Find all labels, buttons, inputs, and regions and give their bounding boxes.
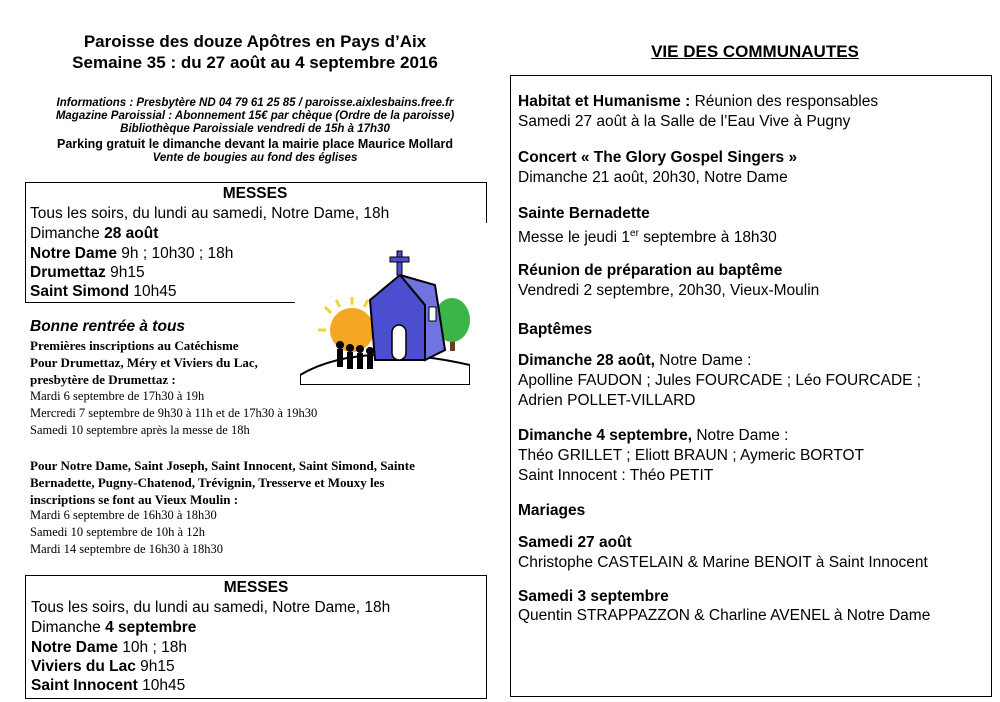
baptism-1-names: Adrien POLLET-VILLARD bbox=[518, 392, 696, 409]
mass-times: 9h15 bbox=[135, 658, 175, 675]
baptism-date: Dimanche 28 août, bbox=[518, 352, 655, 369]
page-title: Paroisse des douze Apôtres en Pays d’Aix bbox=[83, 32, 427, 51]
sunday-prefix: Dimanche bbox=[30, 225, 105, 242]
mariages-heading: Mariages bbox=[518, 502, 586, 519]
baptism-date: Dimanche 4 septembre, bbox=[518, 427, 693, 444]
place-name: Saint Simond bbox=[30, 283, 130, 300]
catechism-date: Mardi 6 septembre de 16h30 à 18h30 bbox=[30, 508, 217, 522]
baptism-2-heading bbox=[518, 426, 789, 446]
place-name: Drumettaz bbox=[30, 264, 106, 281]
messes-heading: MESSES bbox=[223, 579, 289, 596]
catechism-date: Mercredi 7 septembre de 9h30 à 11h et de 17h30 à 19h30 bbox=[30, 406, 318, 420]
place-name: Viviers du Lac bbox=[31, 658, 136, 675]
church-illustration bbox=[300, 245, 470, 385]
catechism-intro: Pour Notre Dame, Saint Joseph, Saint Innocent, Saint Simond, Sainte bbox=[30, 458, 415, 473]
catechism-intro: inscriptions se font au Vieux Moulin : bbox=[30, 492, 239, 507]
sainte-bernadette-title: Sainte Bernadette bbox=[518, 205, 650, 222]
place-name: Notre Dame bbox=[31, 639, 118, 656]
catechism-date: Mardi 6 septembre de 17h30 à 19h bbox=[30, 389, 205, 403]
date-text: septembre à 18h30 bbox=[638, 229, 777, 247]
mass-saint-innocent bbox=[31, 676, 491, 696]
mass-times: 10h45 bbox=[129, 283, 177, 300]
concert-title: Concert « The Glory Gospel Singers » bbox=[518, 149, 798, 166]
event-name: Habitat et Humanisme : bbox=[518, 93, 691, 110]
baptism-1-names: Apolline FAUDON ; Jules FOURCADE ; Léo FOURCADE ; bbox=[518, 372, 922, 389]
community-title: VIE DES COMMUNAUTES bbox=[651, 42, 859, 61]
sainte-bernadette-date bbox=[518, 224, 777, 248]
info-line-candles: Vente de bougies au fond des églises bbox=[152, 152, 358, 164]
catechism-intro: Pour Drumettaz, Méry et Viviers du Lac, bbox=[30, 355, 258, 370]
catechism-date: Mardi 14 septembre de 16h30 à 18h30 bbox=[30, 542, 224, 556]
baptism-prep-date: Vendredi 2 septembre, 20h30, Vieux-Moulin bbox=[518, 282, 820, 299]
baptism-1-heading bbox=[518, 351, 751, 371]
baptism-place: Notre Dame : bbox=[654, 352, 752, 369]
catechism-intro: Bernadette, Pugny-Chatenod, Trévignin, Tresserve et Mouxy les bbox=[30, 475, 385, 490]
baptism-2-names: Saint Innocent : Théo PETIT bbox=[518, 467, 714, 484]
wedding-2-names: Quentin STRAPPAZZON & Charline AVENEL à Notre Dame bbox=[518, 607, 931, 624]
habitat-line bbox=[518, 92, 878, 112]
sunday-date: 4 septembre bbox=[105, 619, 197, 636]
wedding-1-names: Christophe CASTELAIN & Marine BENOIT à Saint Innocent bbox=[518, 554, 928, 571]
place-name: Notre Dame bbox=[30, 245, 117, 262]
mass-times: 9h ; 10h30 ; 18h bbox=[117, 245, 234, 262]
mass-notre-dame bbox=[31, 638, 491, 658]
church-icon bbox=[370, 251, 445, 360]
catechism-date: Samedi 10 septembre après la messe de 18h bbox=[30, 423, 250, 437]
baptemes-heading: Baptêmes bbox=[518, 321, 593, 338]
messes-weekday-line: Tous les soirs, du lundi au samedi, Notre Dame, 18h bbox=[31, 599, 391, 616]
catechism-intro: presbytère de Drumettaz : bbox=[30, 372, 176, 387]
messes-box-2 bbox=[25, 575, 487, 699]
date-text: Messe le jeudi 1 bbox=[518, 229, 631, 247]
messes-weekday-line: Tous les soirs, du lundi au samedi, Notre Dame, 18h bbox=[30, 205, 390, 222]
wedding-2-date: Samedi 3 septembre bbox=[518, 588, 669, 605]
messes-heading: MESSES bbox=[222, 185, 288, 202]
info-line-contact: Informations : Presbytère ND 04 79 61 25 85 / paroisse.aixlesbains.free.fr bbox=[56, 97, 454, 109]
wedding-1-date: Samedi 27 août bbox=[518, 534, 632, 551]
catechism-intro: Premières inscriptions au Catéchisme bbox=[30, 338, 239, 353]
baptism-place: Notre Dame : bbox=[692, 427, 789, 444]
sun-icon bbox=[318, 297, 378, 352]
mass-viviers-du-lac bbox=[31, 657, 491, 677]
sunday-date: 28 août bbox=[104, 225, 159, 242]
event-detail: Réunion des responsables bbox=[690, 93, 879, 110]
ordinal-suffix: er bbox=[630, 228, 639, 239]
info-line-parking: Parking gratuit le dimanche devant la mairie place Maurice Mollard bbox=[57, 137, 453, 151]
mass-times: 10h45 bbox=[137, 677, 186, 694]
baptism-prep-title: Réunion de préparation au baptême bbox=[518, 262, 783, 279]
habitat-date: Samedi 27 août à la Salle de l’Eau Vive à Pugny bbox=[518, 113, 851, 130]
info-line-magazine: Magazine Paroissial : Abonnement 15€ par chèque (Ordre de la paroisse) bbox=[55, 110, 455, 122]
messes-sunday-line bbox=[30, 224, 490, 244]
greeting: Bonne rentrée à tous bbox=[30, 318, 186, 335]
messes-sunday-line bbox=[31, 618, 491, 638]
page-subtitle: Semaine 35 : du 27 août au 4 septembre 2016 bbox=[72, 53, 438, 72]
catechism-date: Samedi 10 septembre de 10h à 12h bbox=[30, 525, 205, 539]
mass-times: 9h15 bbox=[105, 264, 145, 281]
baptism-2-names: Théo GRILLET ; Eliott BRAUN ; Aymeric BORTOT bbox=[518, 447, 864, 464]
sunday-prefix: Dimanche bbox=[31, 619, 106, 636]
mass-times: 10h ; 18h bbox=[118, 639, 187, 656]
concert-date: Dimanche 21 août, 20h30, Notre Dame bbox=[518, 169, 788, 186]
community-box bbox=[510, 75, 992, 697]
info-line-library: Bibliothèque Paroissiale vendredi de 15h à 17h30 bbox=[120, 123, 390, 135]
place-name: Saint Innocent bbox=[31, 677, 138, 694]
